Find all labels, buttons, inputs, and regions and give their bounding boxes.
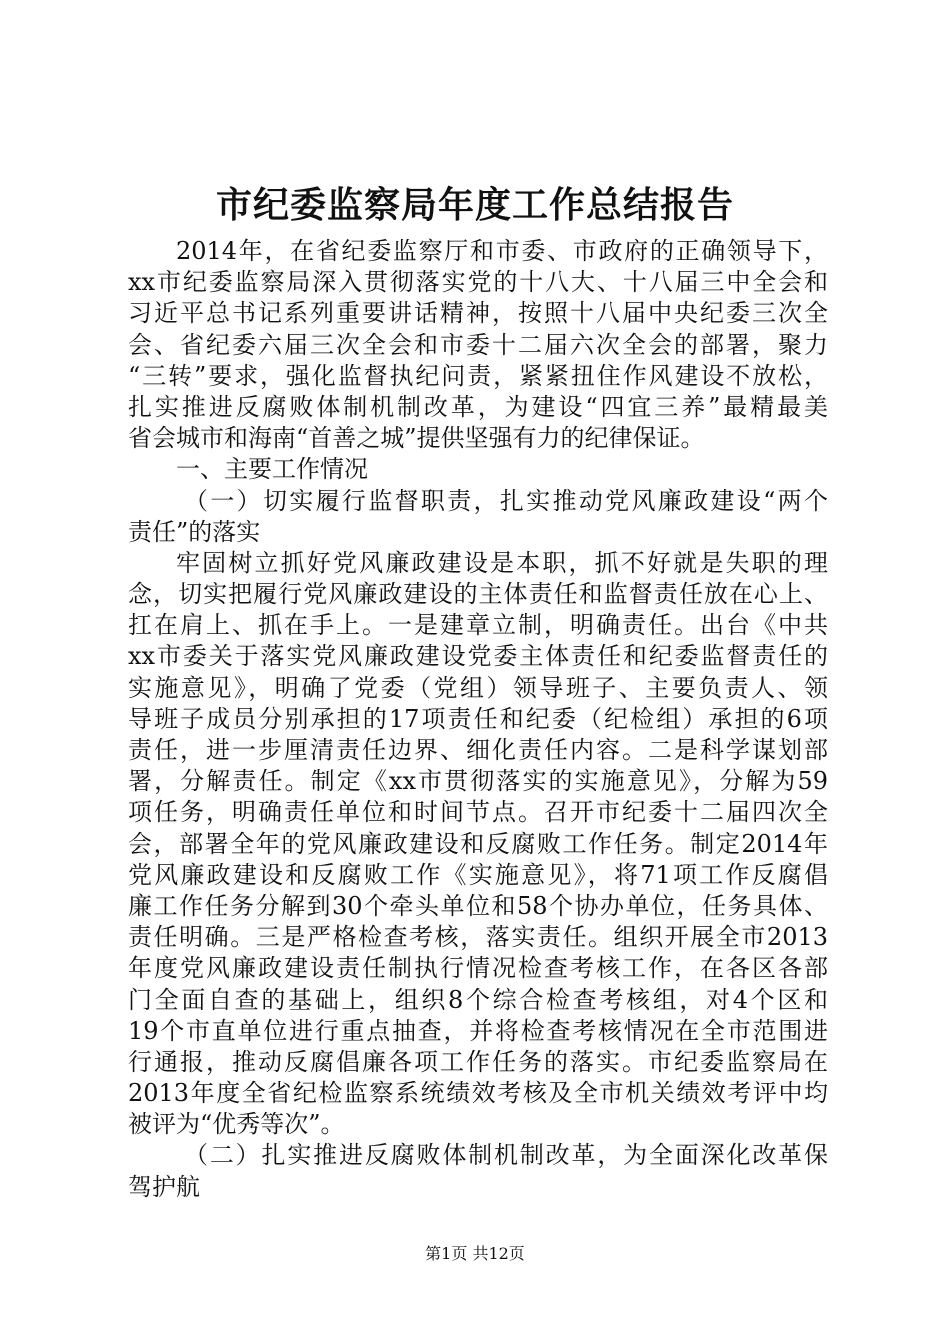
text-line: 实施意见》，明确了党委（党组）领导班子、主要负责人、领: [128, 673, 828, 702]
text-line: 年度党风廉政建设责任制执行情况检查考核工作，在各区各部: [128, 954, 828, 983]
text-line: 责任明确。三是严格检查考核，落实责任。组织开展全市2013: [128, 923, 828, 952]
text-line: 驾护航: [128, 1172, 200, 1201]
text-line: 2014年，在省纪委监察厅和市委、市政府的正确领导下，: [176, 237, 828, 265]
page-footer: 第1页 共12页: [425, 1244, 525, 1263]
text-line: 一、主要工作情况: [176, 455, 368, 484]
text-line: 扎实推进反腐败体制机制改革，为建设“四宜三养”最精最美: [128, 392, 828, 421]
text-line: 会，部署全年的党风廉政建设和反腐败工作任务。制定2014年: [128, 829, 828, 858]
text-line: 念，切实把履行党风廉政建设的主体责任和监督责任放在心上、: [128, 580, 828, 609]
text-line: 项任务，明确责任单位和时间节点。召开市纪委十二届四次全: [128, 798, 828, 827]
text-line: 2013年度全省纪检监察系统绩效考核及全市机关绩效考评中均: [128, 1079, 828, 1108]
text-line: 行通报，推动反腐倡廉各项工作任务的落实。市纪委监察局在: [128, 1047, 828, 1076]
text-line: xx市委关于落实党风廉政建设党委主体责任和纪委监督责任的: [128, 642, 828, 671]
text-line: （一）切实履行监督职责，扎实推动党风廉政建设“两个: [184, 486, 828, 515]
text-line: 责任”的落实: [128, 517, 261, 546]
text-line: 责任，进一步厘清责任边界、细化责任内容。二是科学谋划部: [128, 736, 828, 764]
text-line: 会、省纪委六届三次全会和市委十二届六次全会的部署，聚力: [128, 330, 828, 359]
text-line: 党风廉政建设和反腐败工作《实施意见》，将71项工作反腐倡: [128, 860, 828, 889]
text-line: 19个市直单位进行重点抽查，并将检查考核情况在全市范围进: [128, 1016, 828, 1045]
text-line: 省会城市和海南“首善之城”提供坚强有力的纪律保证。: [128, 424, 705, 453]
document-body: [128, 236, 828, 1203]
text-line: 导班子成员分别承担的17项责任和纪委（纪检组）承担的6项: [128, 704, 828, 733]
document-title: 市纪委监察局年度工作总结报告: [215, 184, 734, 226]
text-line: 习近平总书记系列重要讲话精神，按照十八届中央纪委三次全: [128, 299, 828, 328]
text-line: 门全面自查的基础上，组织8个综合检查考核组，对4个区和: [128, 985, 828, 1014]
text-line: 署，分解责任。制定《xx市贯彻落实的实施意见》，分解为59: [128, 767, 828, 796]
text-line: “三转”要求，强化监督执纪问责，紧紧扭住作风建设不放松，: [128, 361, 828, 390]
text-line: xx市纪委监察局深入贯彻落实党的十八大、十八届三中全会和: [128, 268, 828, 297]
text-line: 牢固树立抓好党风廉政建设是本职，抓不好就是失职的理: [176, 548, 828, 577]
text-line: 廉工作任务分解到30个牵头单位和58个协办单位，任务具体、: [128, 891, 828, 920]
text-line: （二）扎实推进反腐败体制机制改革，为全面深化改革保: [184, 1141, 828, 1170]
text-line: 被评为“优秀等次”。: [128, 1110, 345, 1139]
text-line: 扛在肩上、抓在手上。一是建章立制，明确责任。出台《中共: [128, 611, 828, 640]
